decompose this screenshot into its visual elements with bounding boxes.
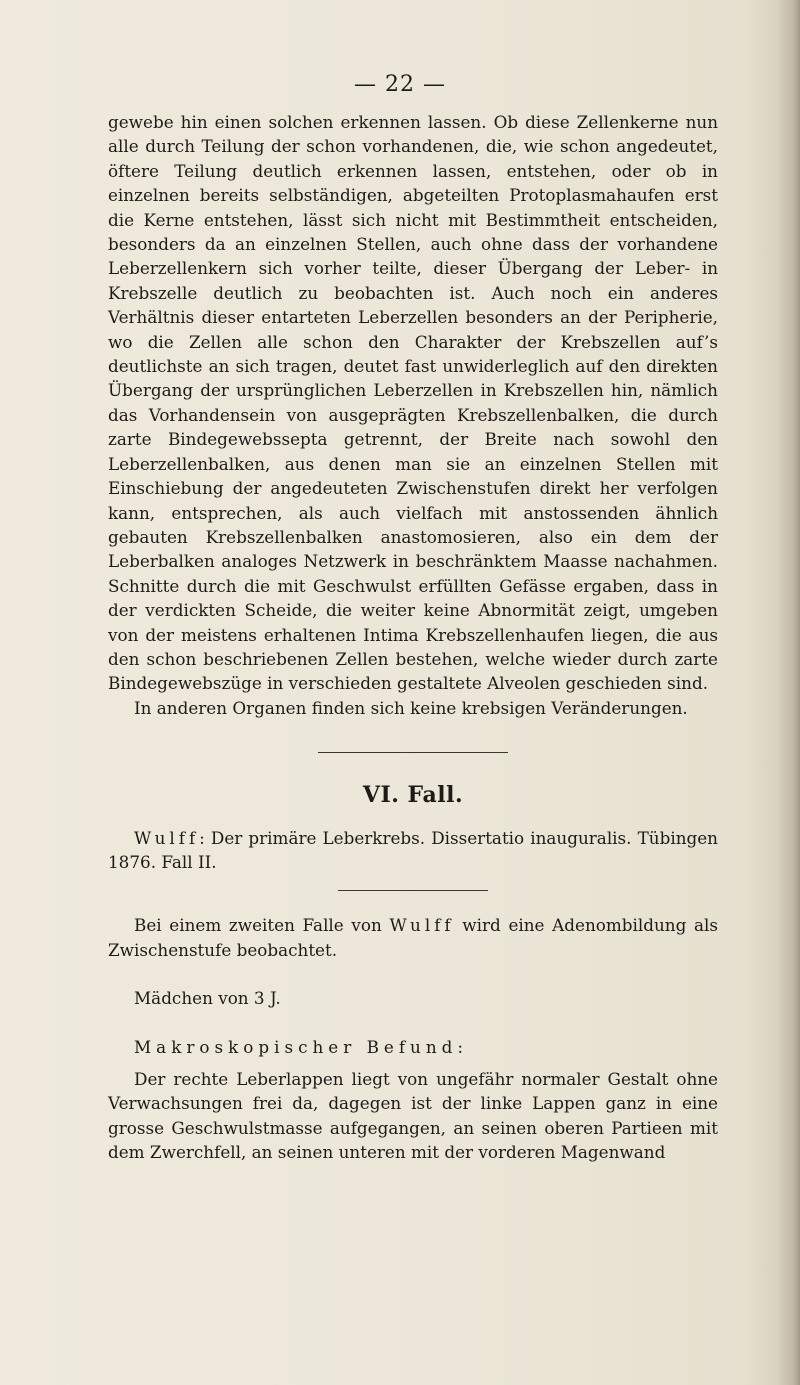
reference-citation xyxy=(108,826,718,875)
page-body xyxy=(108,110,718,1165)
page-edge-shadow xyxy=(778,0,800,1385)
case-heading: VI. Fall. xyxy=(362,782,464,809)
paragraph-other-organs: In anderen Organen finden sich keine krebsigen Veränderungen. xyxy=(134,697,688,718)
paragraph-liver-findings: Der rechte Leberlappen liegt von ungefähr normaler Gestalt ohne Verwachsungen frei da, dagegen ist der linke Lappen ganz in eine grosse Geschwulstmasse aufgegangen, an seinen oberen Partieen mit dem Zwerchfell, an seinen unteren mit der vorderen Magenwand xyxy=(108,1069,718,1163)
reference-author: Wulff xyxy=(134,827,200,848)
page-number: — 22 — xyxy=(354,72,446,97)
spacer xyxy=(108,962,718,986)
adenoma-author-name: Wulff xyxy=(389,915,455,936)
spacer xyxy=(108,1059,718,1067)
paragraph-continuation: gewebe hin einen solchen erkennen lassen. Ob diese Zellenkerne nun alle durch Teilung der schon vorhandenen, die, wie schon angedeutet, öftere Teilung deutlich erkennen lassen, entstehen, oder ob in einzelnen bereits selbständigen, abgeteilten Protoplasmahaufen erst die Kerne entstehen, lässt sich nicht mit Bestimmtheit entscheiden, besonders da an einzelnen Stellen, auch ohne dass der vorhandene Leberzellenkern sich vorher teilte, dieser Übergang der Leber- in Krebszelle deutlich zu beobachten ist. Auch noch ein anderes Verhältnis dieser entarteten Leberzellen besonders an der Peripherie, wo die Zellen alle schon den Charakter der Krebszellen auf’s deutlichste an sich tragen, deutet fast unwiderleglich auf den direkten Übergang der ursprünglichen Leberzellen in Krebszellen hin, nämlich das Vorhandensein von ausgeprägten Krebszellenbalken, die durch zarte Bindegewebssepta getrennt, der Breite nach sowohl den Leberzellenbalken, aus denen man sie an einzelnen Stellen mit Einschiebung der angedeuteten Zwischenstufen direkt her verfolgen kann, entsprechen, als auch vielfach mit anstossenden ähnlich gebauten Krebszellenbalken anastomosieren, also ein dem der Leberbalken analoges Netzwerk in beschränktem Maasse nachahmen. Schnitte durch die mit Geschwulst erfüllten Gefässe ergaben, dass in der verdickten Scheide, die weiter keine Abnormität zeigt, umgeben von der meistens erhaltenen Intima Krebszellenhaufen liegen, die aus den schon beschriebenen Zellen bestehen, welche wieder durch zarte Bindegewebszüge in verschieden gestaltete Alveolen geschieden sind. xyxy=(108,112,718,694)
section-divider xyxy=(318,752,508,753)
section-title-macroscopic: Makroskopischer Befund: xyxy=(134,1036,469,1057)
adenoma-text-before: Bei einem zweiten Falle von xyxy=(134,915,390,936)
spacer xyxy=(108,1011,718,1035)
patient-description: Mädchen von 3 J. xyxy=(134,988,281,1009)
reference-details: : Der primäre Leberkrebs. Dissertatio inauguralis. Tübingen 1876. Fall II. xyxy=(108,827,718,872)
adenoma-text-after: wird eine Adenombildung als Zwischenstufe beobachtet. xyxy=(108,915,718,960)
paragraph-adenoma xyxy=(108,913,718,962)
reference-divider xyxy=(338,890,488,891)
